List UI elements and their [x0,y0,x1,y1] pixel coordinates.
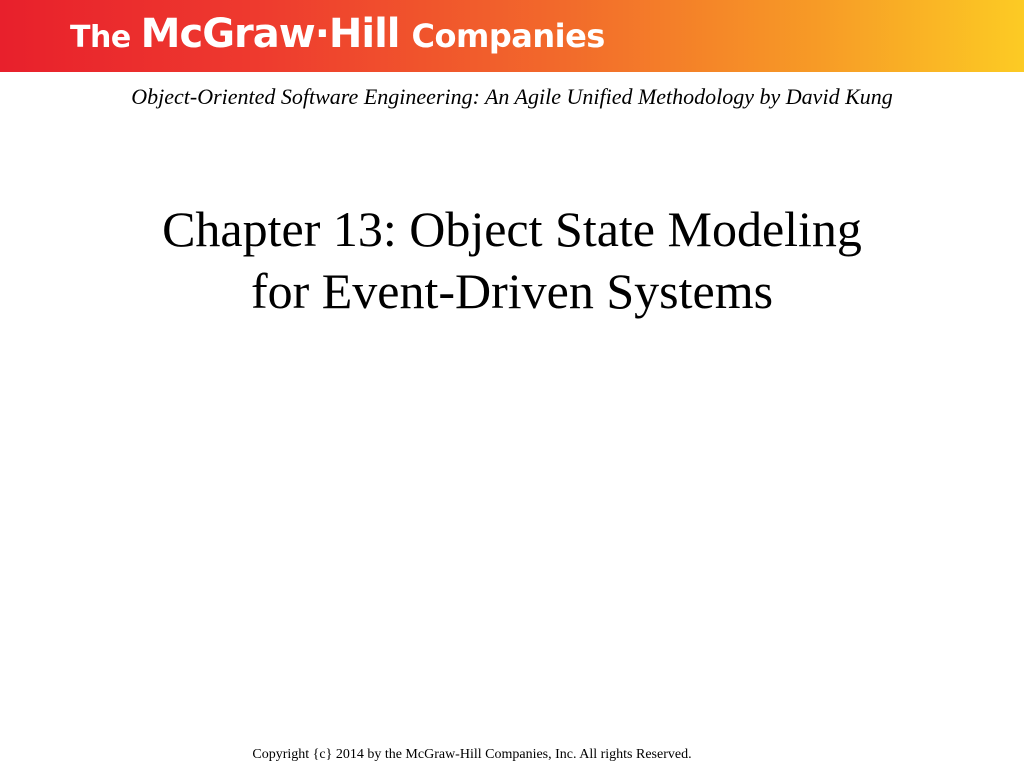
chapter-title [60,198,964,322]
copyright-notice: Copyright {c} 2014 by the McGraw-Hill Companies, Inc. All rights Reserved. [252,747,692,762]
book-title: Object-Oriented Software Engineering: An Agile Unified Methodology by David Kung [131,84,893,109]
chapter-title-line-1: Chapter 13: Object State Modeling [162,201,862,257]
chapter-title-line-2: for Event-Driven Systems [250,263,774,319]
logo-the-text: The [70,20,131,55]
mcgraw-hill-logo [70,11,605,61]
logo-name-text: McGraw·Hill [140,11,400,57]
logo-companies-text: Companies [411,17,605,55]
publisher-banner [0,0,1024,72]
